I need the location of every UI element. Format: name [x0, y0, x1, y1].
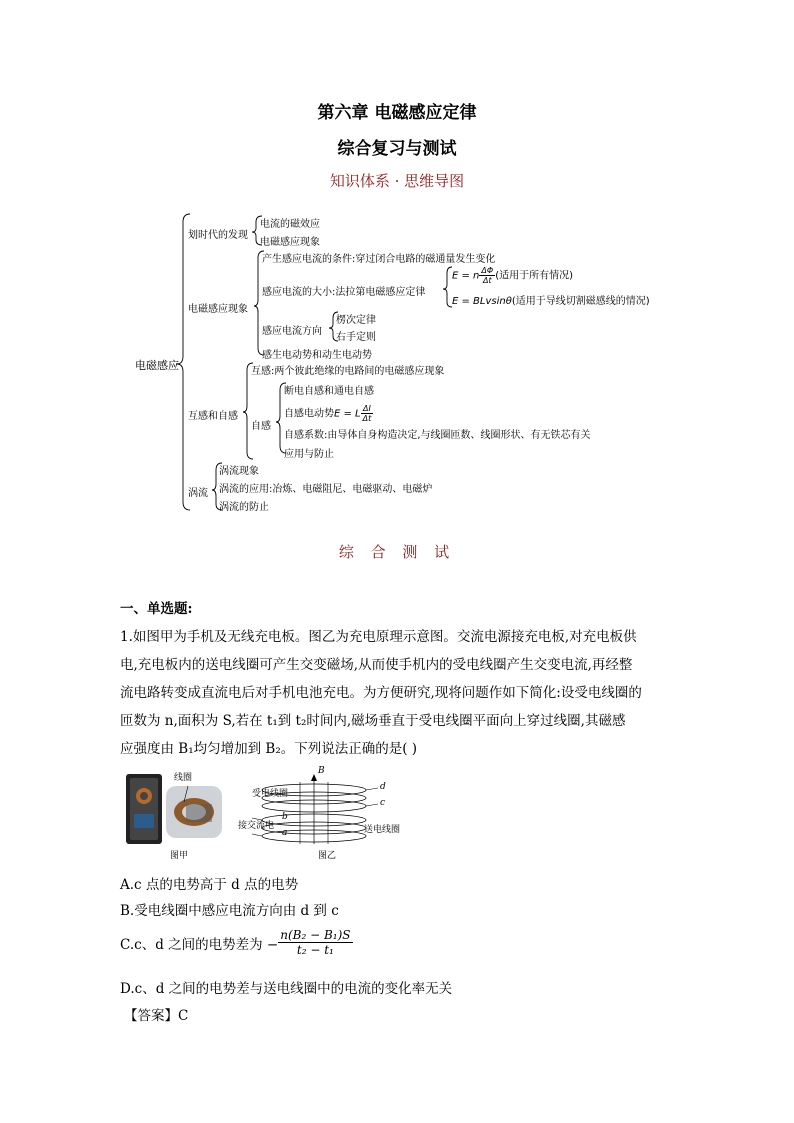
- mindmap-item: 涡流的防止: [219, 502, 269, 513]
- mindmap-item-magnitude: 感应电流的大小:法拉第电磁感应定律: [262, 287, 426, 298]
- question-line: 应强度由 B₁均匀增加到 B₂。下列说法正确的是( ): [120, 741, 418, 757]
- formula-cutting: [452, 292, 650, 307]
- mind-map-braces: [0, 0, 794, 530]
- formula-num: ΔΦ: [481, 266, 494, 275]
- formula-num: ΔI: [361, 404, 374, 414]
- option-a: A.c 点的电势高于 d 点的电势: [120, 877, 299, 893]
- mindmap-item-condition: 产生感应电流的条件:穿过闭合电路的磁通量发生变化: [262, 254, 496, 265]
- mindmap-item: 涡流的应用:冶炼、电磁阻尼、电磁驱动、电磁炉: [219, 484, 433, 495]
- label-c: c: [380, 798, 386, 808]
- option-c-prefix: C.c、d 之间的电势差为 −: [120, 936, 279, 953]
- label-sender-coil: 送电线圈: [364, 825, 401, 835]
- label: 自感电动势: [284, 408, 334, 420]
- mindmap-item: 电磁感应现象: [260, 237, 320, 248]
- formula-text: E = BLvsinθ: [452, 296, 512, 307]
- mindmap-item: 电流的磁效应: [260, 219, 320, 230]
- mindmap-branch-mutual-self: 互感和自感: [188, 411, 238, 422]
- option-c-den: t₂ − t₁: [296, 943, 334, 957]
- label-B: B: [318, 766, 325, 776]
- label-fig-jia: 图甲: [170, 851, 189, 861]
- mindmap-item: 自感系数:由导体自身构造决定,与线圈匝数、线圈形状、有无铁芯有关: [284, 430, 591, 441]
- label-a: a: [282, 828, 288, 838]
- mindmap-item-self-emf: [284, 404, 373, 423]
- mindmap-item: 涡流现象: [219, 466, 259, 477]
- subtitle: 综合复习与测试: [337, 139, 457, 159]
- option-d: D.c、d 之间的电势差与送电线圈中的电流的变化率无关: [120, 981, 453, 997]
- formula-den: Δt: [362, 414, 372, 423]
- mindmap-item-direction: 感应电流方向: [262, 326, 322, 337]
- formula-faraday: [452, 266, 573, 285]
- mindmap-item-self: 自感: [251, 421, 271, 432]
- section-single-choice: 一、单选题:: [120, 601, 193, 617]
- label-coil: 线圈: [174, 773, 193, 783]
- mindmap-item-mutual: 互感:两个彼此绝缘的电路间的电磁感应现象: [251, 366, 445, 377]
- formula-note: (适用于所有情况): [495, 270, 573, 282]
- label-fig-yi: 图乙: [318, 851, 337, 861]
- option-c: [120, 928, 353, 957]
- mindmap-item-emf: 感生电动势和动生电动势: [262, 350, 372, 361]
- section-heading-test: 综 合 测 试: [338, 543, 456, 561]
- figure-charger: [122, 768, 422, 860]
- label-d: d: [380, 782, 386, 792]
- label-b: b: [282, 812, 288, 822]
- option-c-num: n(B₂ − B₁)S: [280, 928, 351, 942]
- question-line: 流电路转变成直流电后对手机电池充电。为方便研究,现将问题作如下简化:设受电线圈的: [120, 685, 642, 701]
- formula-lhs: E = n: [452, 270, 480, 282]
- formula-lhs: E = L: [334, 408, 361, 420]
- label-ac-input: 接交流电: [238, 821, 275, 831]
- formula-den: Δt: [482, 276, 492, 285]
- mindmap-item: 右手定则: [336, 332, 376, 343]
- formula-note: (适用于导线切割磁感线的情况): [511, 296, 650, 307]
- mindmap-root: 电磁感应: [135, 359, 179, 372]
- option-b: B.受电线圈中感应电流方向由 d 到 c: [120, 903, 339, 919]
- section-heading-mindmap: 知识体系 · 思维导图: [329, 172, 465, 190]
- label-receiver-coil: 受电线圈: [252, 789, 289, 799]
- mindmap-item: 楞次定律: [336, 315, 376, 326]
- mindmap-branch-discovery: 划时代的发现: [188, 230, 248, 241]
- question-line: 电,充电板内的送电线圈可产生交变磁场,从而使手机内的受电线圈产生交变电流,再经整: [120, 657, 633, 673]
- mindmap-item: 断电自感和通电自感: [284, 386, 374, 397]
- mindmap-item: 应用与防止: [284, 449, 334, 460]
- question-line: 匝数为 n,面积为 S,若在 t₁到 t₂时间内,磁场垂直于受电线圈平面向上穿过线圈,其磁感: [120, 713, 626, 729]
- mindmap-branch-eddy: 涡流: [188, 488, 208, 499]
- mindmap-branch-induction: 电磁感应现象: [188, 304, 248, 315]
- chapter-title: 第六章 电磁感应定律: [317, 103, 477, 123]
- question-line: 1.如图甲为手机及无线充电板。图乙为充电原理示意图。交流电源接充电板,对充电板供: [120, 629, 637, 645]
- answer: 【答案】C: [124, 1008, 189, 1024]
- figure-drawing: [122, 768, 422, 860]
